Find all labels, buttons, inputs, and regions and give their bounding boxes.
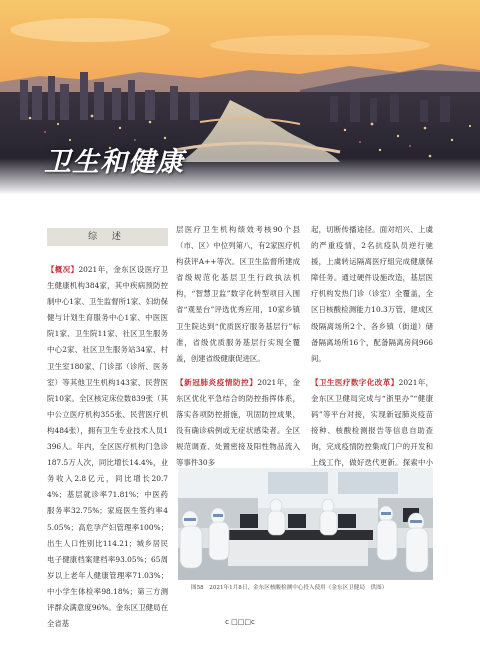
photo-caption: 图58 2021年1月8日，金东区核酸检测中心投入使用（金东区卫健局 供图） bbox=[191, 585, 388, 591]
page-footer: c □□□c bbox=[225, 618, 255, 626]
paragraph-covid-control-text: 2021年，金东区优化平急结合的防控指挥体系，落实各项防控措施，巩固防控成果，没有确诊病例或无症状感染者。全区规范调查、处置密接及阳性物品流入等事件30多 bbox=[176, 377, 301, 468]
text-column-3 bbox=[311, 222, 433, 492]
paragraph-covid-control-continued: 起，切断传播途径。面对绍兴、上虞的严重疫情，2名抗疫队员逆行驰援，上虞转运隔离医疗組完成健康保障任务。通过硬件设施改造，基层医疗机构发热门诊（诊室）全覆盖，全区日核酸检测能力10.3万管，建成区级隔离场所2个、各乡镇（街道）储备隔离场所16个，配备隔离房间966间。 bbox=[311, 225, 433, 363]
text-column-2 bbox=[176, 222, 300, 475]
paragraph-covid-control bbox=[176, 375, 300, 472]
section-tag-overview: 【概况】 bbox=[47, 265, 79, 274]
paragraph-overview bbox=[47, 262, 168, 632]
section-heading-overview: 综 述 bbox=[47, 228, 168, 246]
section-tag-covid-control: 【新冠肺炎疫情防控】 bbox=[176, 377, 258, 387]
paragraph-overview-continued: 层医疗卫生机构绩效考核90个县（市、区）中位列第八，有2家医疗机构获评A++等次。区卫生监督所建成省级规范化基层卫生行政执法机构，“智慧卫监”数字化转型项目入围省“观星台”评选优秀应用，10家乡镇卫生院达到“优质医疗服务基层行”标准，省级优质服务基层行实现全覆盖，创建省级健康促进区。 bbox=[176, 225, 300, 363]
section-tag-digital-reform: 【卫生医疗数字化改革】 bbox=[311, 377, 399, 387]
lab-photo bbox=[178, 468, 433, 580]
text-column-1 bbox=[47, 222, 168, 632]
hero-cityscape-photo bbox=[0, 0, 480, 195]
paragraph-overview-text: 2021年，金东区设医疗卫生健康机构384家，其中疾病预防控制中心1家、卫生监督所1家、妇幼保健与计划生育服务中心1家、中医医院1家、卫生院11家、社区卫生服务中心2家、社区卫生服务站34家、村卫生室180家、门诊部（诊所、医务室）等其他卫生机构143家、民营医院10家。全区核定床位数839张（其中公立医疗机构355张、民营医疗机构484张），拥有卫生专业技术人员1396人。年内，全区医疗机构门急诊187.5万人次，同比增长14.4%，业务收入2.8亿元，同比增长20.74%；基层就诊率71.81%；中医药服务率32.75%；家庭医生签约率45.05%；高危孕产妇管理率100%；出生人口性别比114.21；城乡居民电子健康档案建档率93.05%；65周岁以上老年人健康管理率71.03%；中小学生体检率98.18%；第三方测评群众满意度96%。金东区卫健局在全省基 bbox=[47, 265, 168, 629]
chapter-title: 卫生和健康 bbox=[44, 147, 184, 178]
paragraph-digital-reform-text: 2021年，金东区卫健局完成与“浙里办”“健康码”等平台对接，实现新冠肺炎疫苗接种、核酸检测报告等信息自助查询，完成疫情防控集成门户的开发和上线工作，做好迭代更新。探索中小 bbox=[311, 377, 433, 468]
